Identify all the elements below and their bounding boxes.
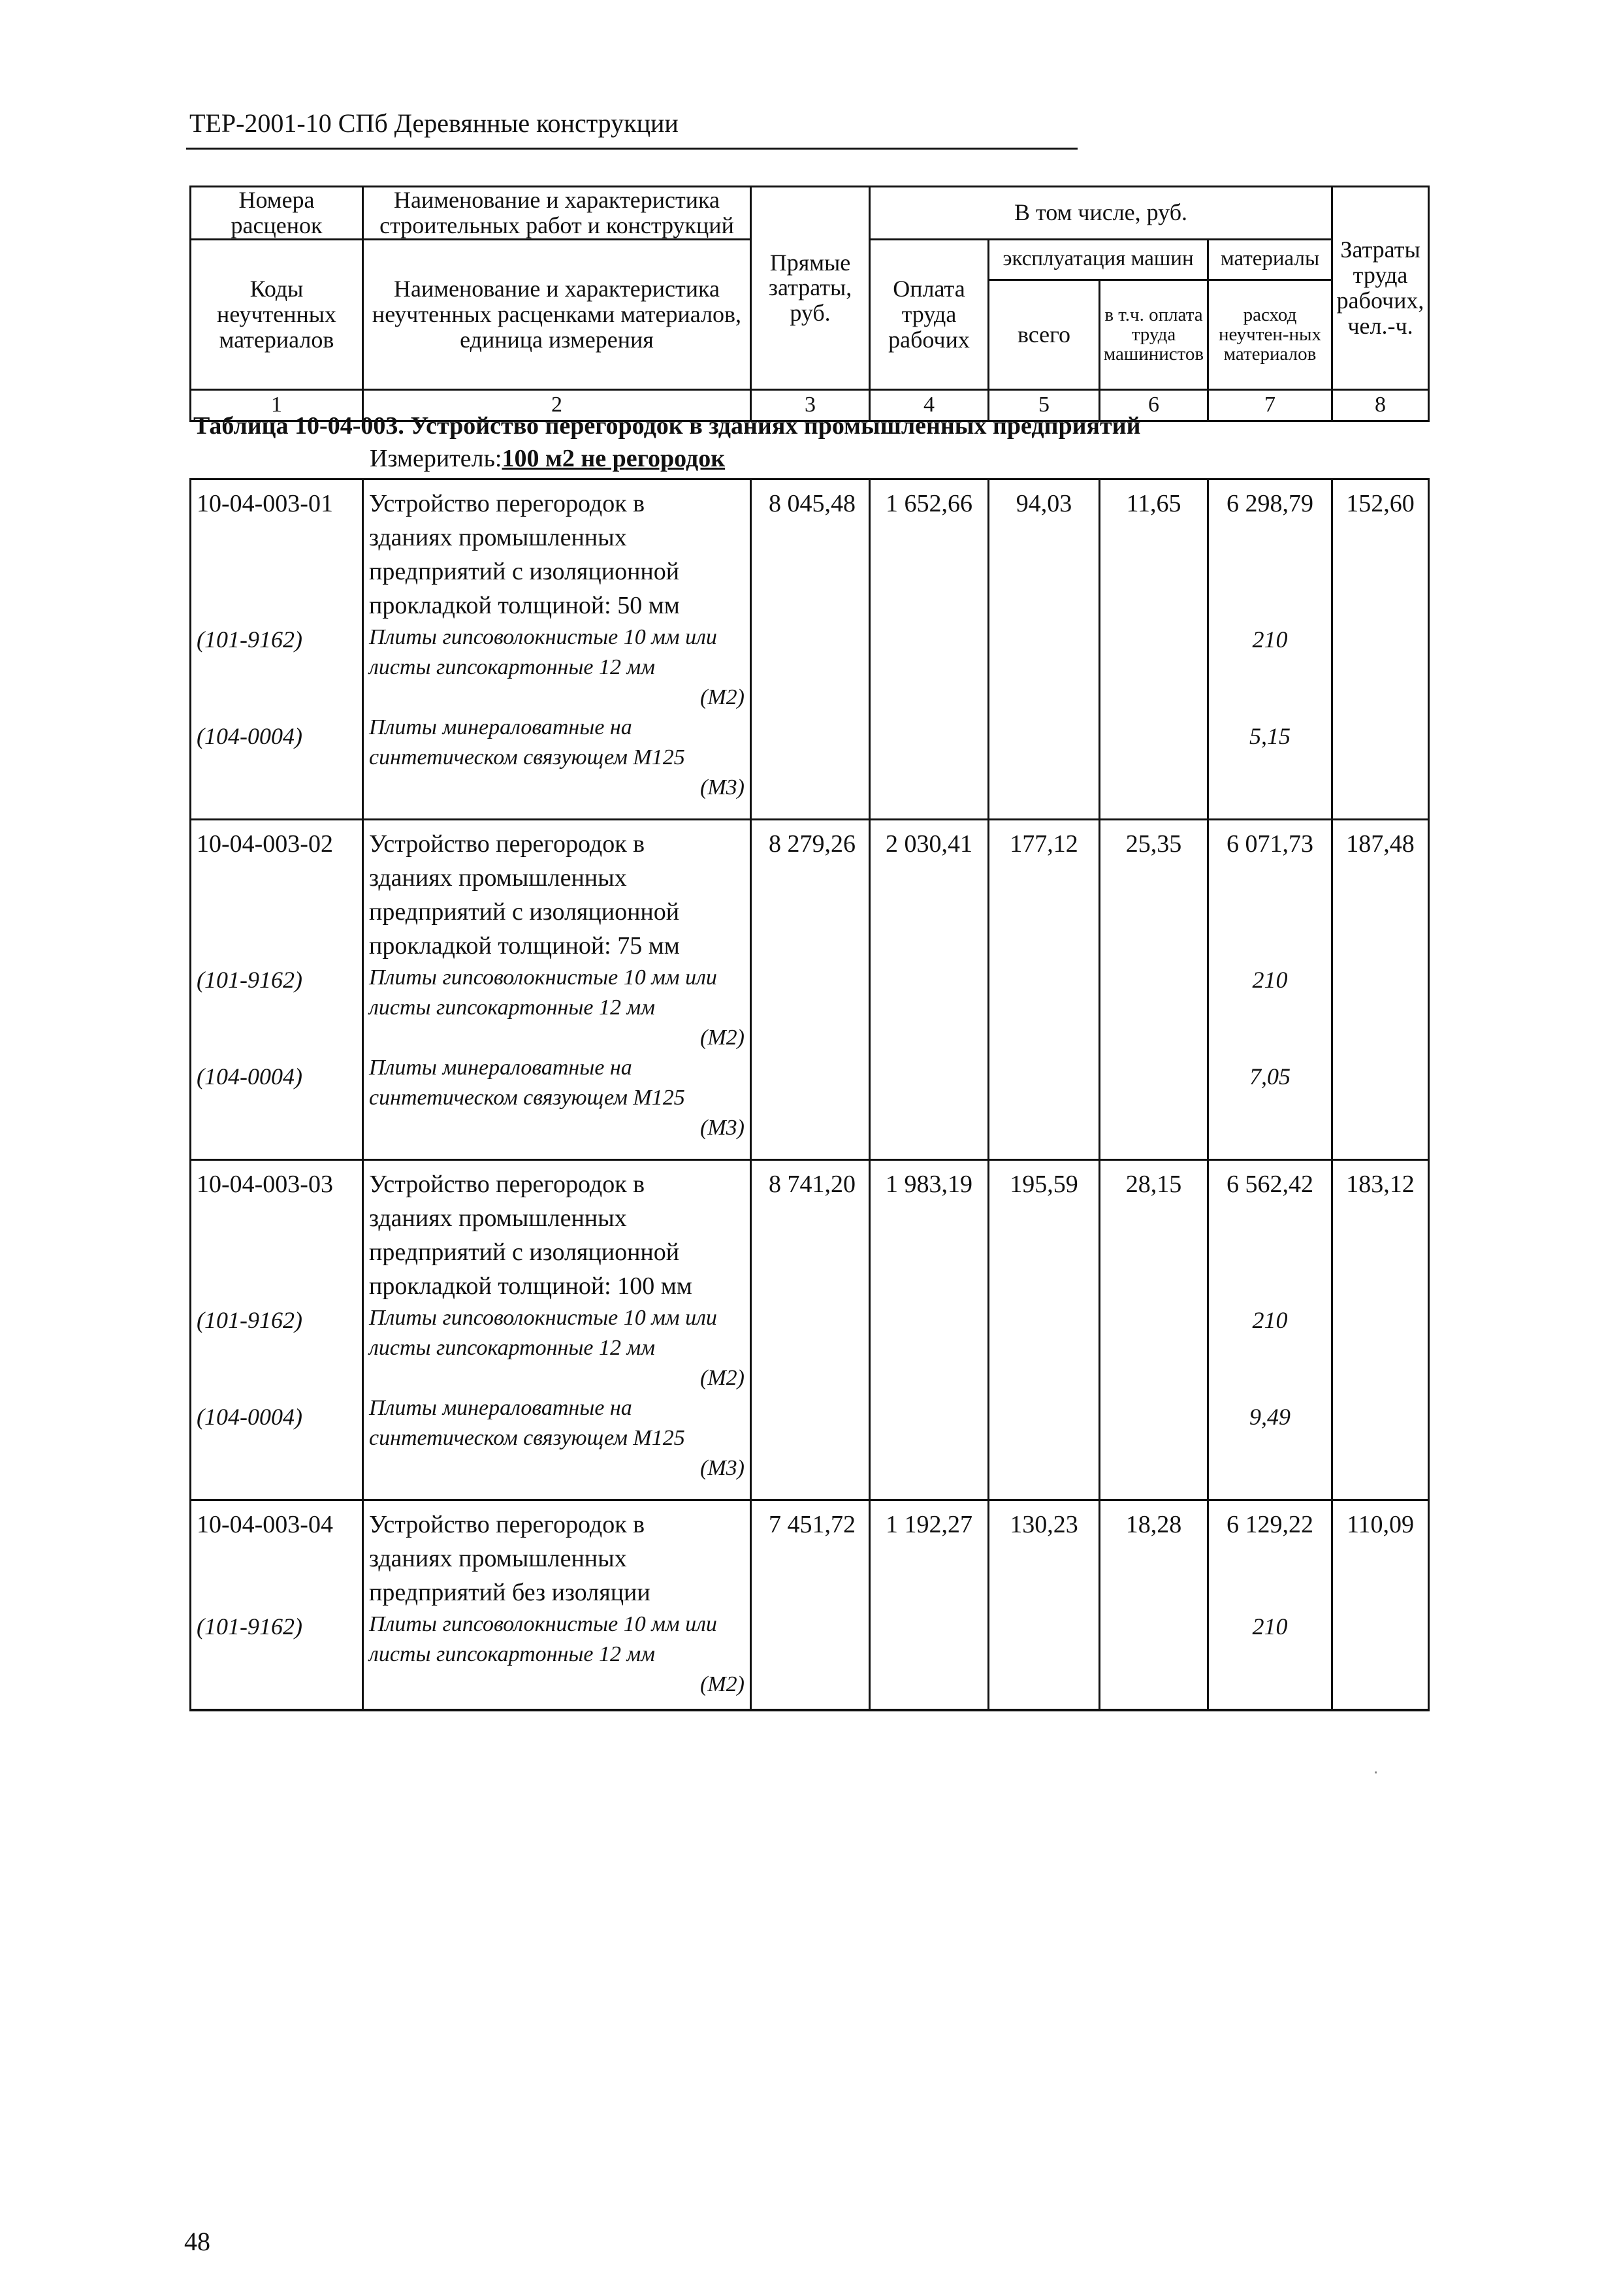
rate-row — [191, 1500, 1429, 1711]
material-name-line: синтетическом связующем М125 — [369, 745, 685, 769]
machines-labor-cell — [1100, 1500, 1208, 1711]
page-header: ТЕР-2001-10 СПб Деревянные конструкции — [189, 108, 679, 138]
line-spacer — [1214, 555, 1326, 589]
material-code: (104-0004) — [197, 1063, 302, 1090]
line-spacer — [1214, 1269, 1326, 1303]
col-number: 4 — [870, 389, 989, 421]
line-spacer — [1214, 895, 1326, 929]
line-spacer — [197, 589, 357, 623]
line-spacer — [1214, 1576, 1326, 1609]
materials-cell — [1208, 1160, 1332, 1500]
line-spacer — [197, 1542, 357, 1576]
scan-speck — [1375, 1771, 1377, 1773]
material-name-line: Плиты минераловатные на — [369, 1396, 632, 1420]
header-rule — [186, 148, 1078, 150]
machines-header: эксплуатация машин — [989, 239, 1208, 280]
machines-total-cell — [989, 479, 1100, 820]
line-spacer — [1214, 521, 1326, 555]
line-spacer — [1214, 656, 1326, 719]
line-spacer — [197, 895, 357, 929]
column-header-table — [189, 186, 1430, 422]
rate-name-line: предприятий без изоляции — [369, 1579, 650, 1606]
materials-cost: 6 071,73 — [1227, 830, 1313, 858]
rate-code: 10-04-003-04 — [197, 1511, 333, 1538]
machines-labor: 11,65 — [1126, 490, 1181, 517]
rate-name-line: предприятий с изоляционной — [369, 558, 680, 585]
direct-cost-cell — [751, 1160, 870, 1500]
col7-header: расход неучтен-ных материалов — [1208, 280, 1332, 389]
direct-cost-cell — [751, 1500, 870, 1711]
material-code: (101-9162) — [197, 1613, 302, 1640]
direct-cost: 7 451,72 — [769, 1511, 856, 1538]
material-code: (104-0004) — [197, 1404, 302, 1430]
labor-hours: 110,09 — [1346, 1511, 1415, 1538]
labor-hours-cell — [1332, 1500, 1429, 1711]
line-spacer — [197, 1093, 357, 1156]
rate-code: 10-04-003-03 — [197, 1171, 333, 1198]
rate-code-cell — [191, 1500, 363, 1711]
material-name-line: Плиты гипсоволокнистые 10 мм или — [369, 965, 717, 990]
col-number: 1 — [191, 389, 363, 421]
measure-line — [370, 444, 725, 473]
material-name-line: синтетическом связующем М125 — [369, 1086, 685, 1110]
rate-code-cell — [191, 820, 363, 1160]
materials-header: материалы — [1208, 239, 1332, 280]
material-name-line: Плиты гипсоволокнистые 10 мм или — [369, 1612, 717, 1636]
col8-header: Затраты труда рабочих, чел.-ч. — [1332, 187, 1429, 390]
direct-cost: 8 045,48 — [769, 490, 856, 517]
machines-total-cell — [989, 1500, 1100, 1711]
direct-cost-cell — [751, 820, 870, 1160]
material-unit: (М2) — [700, 1026, 745, 1050]
material-name-line: листы гипсокартонные 12 мм — [369, 995, 655, 1020]
material-unit: (М3) — [700, 775, 745, 800]
labor-cost-cell — [870, 820, 989, 1160]
line-spacer — [1214, 1643, 1326, 1706]
rate-name-line: прокладкой толщиной: 50 мм — [369, 592, 680, 619]
labor-cost-cell — [870, 1160, 989, 1500]
rate-code: 10-04-003-02 — [197, 830, 333, 858]
materials-cell — [1208, 1500, 1332, 1711]
rate-name-cell — [363, 479, 751, 820]
labor-cost-cell — [870, 1500, 989, 1711]
group-header: В том числе, руб. — [870, 187, 1332, 240]
machines-total: 177,12 — [1010, 830, 1078, 858]
col5-header: всего — [989, 280, 1100, 389]
rate-name-cell — [363, 820, 751, 1160]
col4-header: Оплата труда рабочих — [870, 239, 989, 389]
material-unit: (М2) — [700, 685, 745, 709]
col3-header: Прямые затраты, руб. — [751, 187, 870, 390]
material-quantity: 210 — [1252, 1613, 1288, 1640]
rate-name-line: Устройство перегородок в — [369, 830, 645, 858]
line-spacer — [1214, 753, 1326, 816]
machines-labor: 25,35 — [1125, 830, 1182, 858]
direct-cost: 8 741,20 — [769, 1171, 856, 1198]
material-name-line: Плиты гипсоволокнистые 10 мм или — [369, 1306, 717, 1330]
line-spacer — [1214, 861, 1326, 895]
material-unit: (М2) — [700, 1366, 745, 1390]
material-name-line: листы гипсокартонные 12 мм — [369, 1642, 655, 1666]
line-spacer — [197, 656, 357, 719]
labor-hours-cell — [1332, 1160, 1429, 1500]
labor-cost: 2 030,41 — [886, 830, 972, 858]
line-spacer — [197, 1201, 357, 1235]
material-name-line: Плиты минераловатные на — [369, 715, 632, 739]
measure-label: Измеритель: — [370, 445, 502, 472]
rate-name-line: предприятий с изоляционной — [369, 1238, 680, 1266]
line-spacer — [197, 997, 357, 1059]
col-number: 7 — [1208, 389, 1332, 421]
machines-labor: 28,15 — [1125, 1171, 1182, 1198]
material-quantity: 9,49 — [1249, 1404, 1291, 1430]
material-unit: (М3) — [700, 1116, 745, 1140]
rate-name-line: Устройство перегородок в — [369, 1171, 645, 1198]
machines-labor-cell — [1100, 1160, 1208, 1500]
materials-cell — [1208, 820, 1332, 1160]
col-number: 8 — [1332, 389, 1429, 421]
material-code: (104-0004) — [197, 723, 302, 749]
machines-total-cell — [989, 820, 1100, 1160]
direct-cost-cell — [751, 479, 870, 820]
rate-name-line: зданиях промышленных — [369, 524, 627, 551]
machines-labor: 18,28 — [1125, 1511, 1182, 1538]
line-spacer — [197, 929, 357, 963]
materials-cost: 6 298,79 — [1227, 490, 1313, 517]
rate-name-line: зданиях промышленных — [369, 1545, 627, 1572]
material-quantity: 7,05 — [1249, 1063, 1291, 1090]
rate-name-line: зданиях промышленных — [369, 1205, 627, 1232]
material-code: (101-9162) — [197, 626, 302, 653]
machines-total: 195,59 — [1010, 1171, 1078, 1198]
material-name-line: синтетическом связующем М125 — [369, 1426, 685, 1450]
rate-name-line: предприятий с изоляционной — [369, 898, 680, 926]
rate-code: 10-04-003-01 — [197, 490, 333, 517]
labor-cost: 1 652,66 — [886, 490, 972, 517]
material-name-line: Плиты гипсоволокнистые 10 мм или — [369, 625, 717, 649]
page-number: 48 — [184, 2227, 210, 2256]
line-spacer — [197, 1269, 357, 1303]
line-spacer — [197, 521, 357, 555]
rate-name-cell — [363, 1500, 751, 1711]
machines-total: 130,23 — [1010, 1511, 1078, 1538]
line-spacer — [1214, 1434, 1326, 1496]
labor-hours: 183,12 — [1346, 1171, 1415, 1198]
line-spacer — [1214, 997, 1326, 1059]
col-number: 5 — [989, 389, 1100, 421]
rate-name-line: Устройство перегородок в — [369, 1511, 645, 1538]
labor-hours: 152,60 — [1346, 490, 1415, 517]
labor-hours: 187,48 — [1346, 830, 1415, 858]
machines-total: 94,03 — [1016, 490, 1072, 517]
material-code: (101-9162) — [197, 1307, 302, 1333]
col1-top-header: Номера расценок — [191, 187, 363, 240]
rate-name-line: прокладкой толщиной: 100 мм — [369, 1272, 692, 1300]
table-title: Таблица 10-04-003. Устройство перегородок в зданиях промышленных предприятий — [193, 412, 1141, 440]
material-quantity: 5,15 — [1249, 723, 1291, 749]
col1-bottom-header: Коды неучтенных материалов — [191, 239, 363, 389]
rate-name-cell — [363, 1160, 751, 1500]
rate-code-cell — [191, 1160, 363, 1500]
rate-name-line: Устройство перегородок в — [369, 490, 645, 517]
machines-labor-cell — [1100, 820, 1208, 1160]
material-unit: (М3) — [700, 1456, 745, 1480]
direct-cost: 8 279,26 — [769, 830, 856, 858]
labor-hours-cell — [1332, 479, 1429, 820]
materials-cost: 6 562,42 — [1227, 1171, 1313, 1198]
rates-table — [189, 478, 1430, 1711]
material-unit: (М2) — [700, 1672, 745, 1696]
line-spacer — [197, 555, 357, 589]
line-spacer — [1214, 589, 1326, 623]
labor-cost-cell — [870, 479, 989, 820]
line-spacer — [1214, 1542, 1326, 1576]
rate-name-line: прокладкой толщиной: 75 мм — [369, 932, 680, 960]
material-quantity: 210 — [1252, 626, 1288, 653]
material-code: (101-9162) — [197, 967, 302, 993]
material-quantity: 210 — [1252, 1307, 1288, 1333]
materials-cost: 6 129,22 — [1227, 1511, 1313, 1538]
col2-bottom-header: Наименование и характеристика неучтенных расценками материалов, единица измерения — [363, 239, 751, 389]
rate-code-cell — [191, 479, 363, 820]
line-spacer — [197, 1337, 357, 1400]
line-spacer — [1214, 1201, 1326, 1235]
line-spacer — [1214, 929, 1326, 963]
line-spacer — [197, 1576, 357, 1609]
measure-value: 100 м2 не регородок — [502, 445, 726, 472]
line-spacer — [1214, 1093, 1326, 1156]
rate-row — [191, 479, 1429, 820]
material-name-line: листы гипсокартонные 12 мм — [369, 655, 655, 679]
col2-top-header: Наименование и характеристика строительных работ и конструкций — [363, 187, 751, 240]
col-number: 2 — [363, 389, 751, 421]
line-spacer — [197, 1643, 357, 1706]
labor-cost: 1 983,19 — [886, 1171, 972, 1198]
labor-hours-cell — [1332, 820, 1429, 1160]
col-number: 3 — [751, 389, 870, 421]
line-spacer — [197, 1235, 357, 1269]
material-name-line: Плиты минераловатные на — [369, 1056, 632, 1080]
line-spacer — [197, 753, 357, 816]
rate-name-line: зданиях промышленных — [369, 864, 627, 892]
col-number: 6 — [1100, 389, 1208, 421]
line-spacer — [1214, 1337, 1326, 1400]
rate-row — [191, 1160, 1429, 1500]
materials-cell — [1208, 479, 1332, 820]
machines-total-cell — [989, 1160, 1100, 1500]
material-quantity: 210 — [1252, 967, 1288, 993]
col6-header: в т.ч. оплата труда машинистов — [1100, 280, 1208, 389]
line-spacer — [197, 861, 357, 895]
machines-labor-cell — [1100, 479, 1208, 820]
line-spacer — [1214, 1235, 1326, 1269]
material-name-line: листы гипсокартонные 12 мм — [369, 1336, 655, 1360]
labor-cost: 1 192,27 — [886, 1511, 972, 1538]
line-spacer — [197, 1434, 357, 1496]
rate-row — [191, 820, 1429, 1160]
